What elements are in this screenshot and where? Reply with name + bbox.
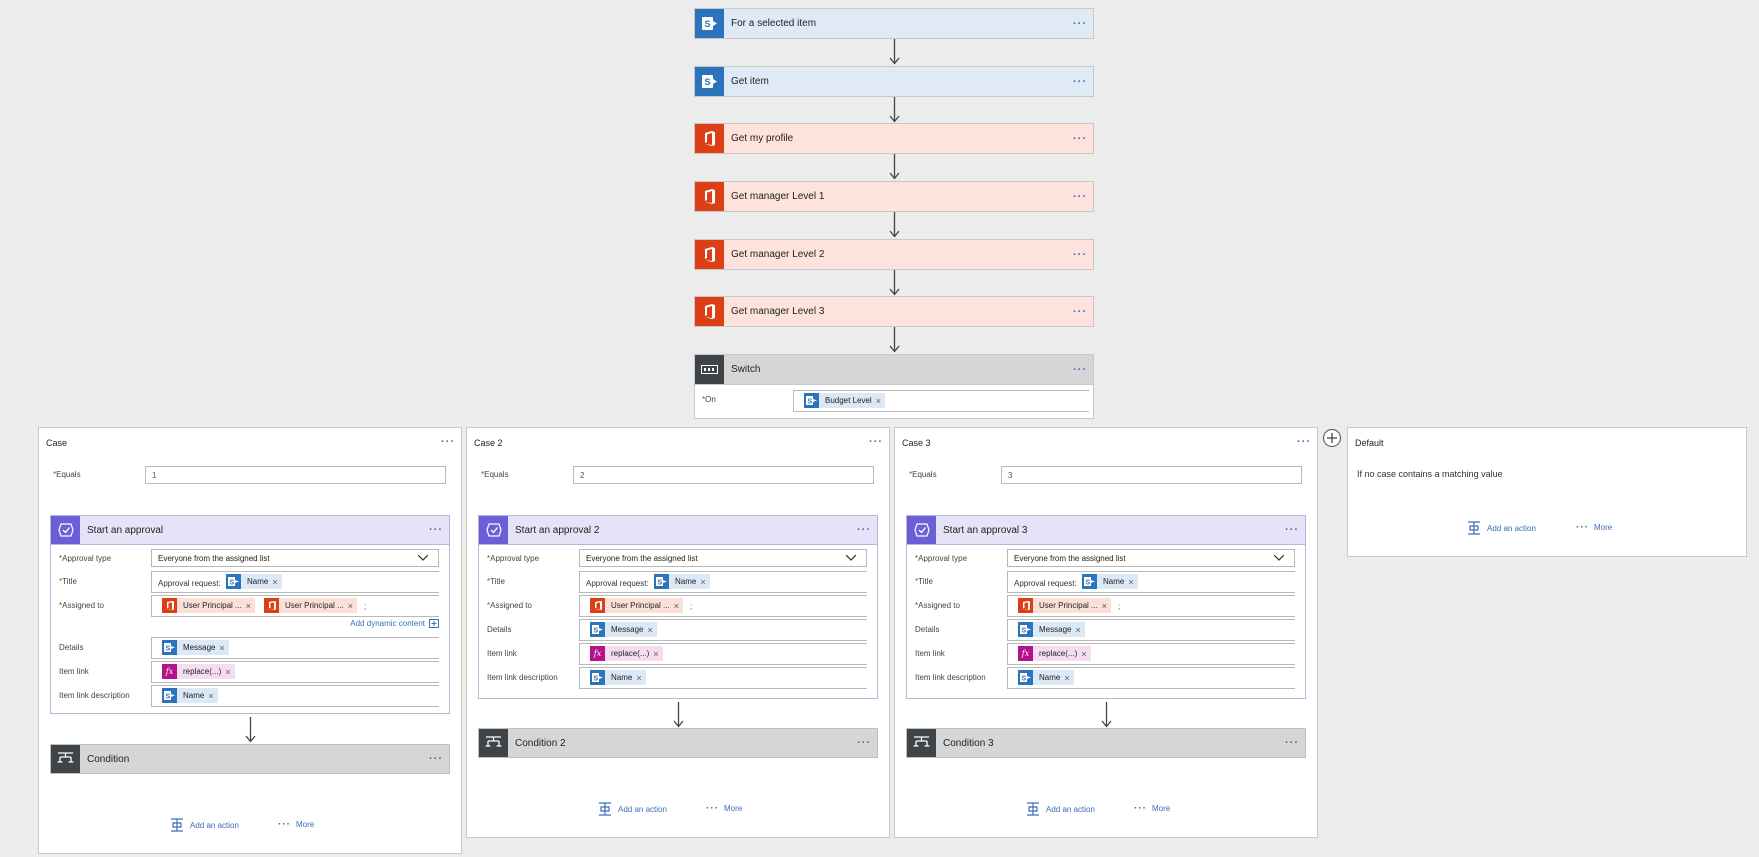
switch-icon bbox=[695, 355, 724, 384]
more-options-icon[interactable]: ··· bbox=[1073, 190, 1087, 203]
title-field[interactable] bbox=[151, 571, 439, 593]
add-action-icon bbox=[1467, 521, 1481, 535]
remove-token-icon[interactable]: × bbox=[647, 624, 653, 635]
item-link-description-field[interactable] bbox=[1007, 667, 1295, 689]
dynamic-token[interactable] bbox=[162, 688, 218, 703]
function-icon: fx bbox=[590, 646, 605, 661]
step-get-manager-level-1[interactable] bbox=[694, 181, 1094, 212]
equals-value: 2 bbox=[580, 471, 585, 480]
token-label: Name bbox=[675, 577, 697, 586]
token-label: Name bbox=[611, 673, 633, 682]
title-label: *Title bbox=[59, 577, 77, 586]
item-link-field[interactable] bbox=[579, 643, 867, 665]
approval-icon bbox=[907, 516, 936, 544]
svg-text:S: S bbox=[1021, 675, 1027, 682]
remove-token-icon[interactable]: × bbox=[1101, 600, 1107, 611]
step-label: Get manager Level 3 bbox=[731, 306, 825, 317]
item-link-field[interactable] bbox=[151, 661, 439, 683]
add-case-icon[interactable] bbox=[1322, 428, 1342, 448]
sharepoint-icon bbox=[162, 688, 177, 703]
remove-token-icon[interactable]: × bbox=[245, 600, 251, 611]
item-link-label: Item link bbox=[915, 649, 945, 658]
token-label: Name bbox=[183, 691, 205, 700]
remove-token-icon[interactable]: × bbox=[225, 666, 231, 677]
title-field[interactable] bbox=[579, 571, 867, 593]
equals-input[interactable] bbox=[1001, 466, 1302, 484]
condition-title: Condition 2 bbox=[515, 737, 566, 749]
add-action-icon bbox=[170, 818, 184, 832]
add-an-action-button[interactable] bbox=[598, 802, 667, 816]
more-options-icon[interactable]: ··· bbox=[1073, 75, 1087, 88]
item-link-description-label: Item link description bbox=[59, 691, 130, 700]
approval-type-value: Everyone from the assigned list bbox=[1014, 554, 1126, 563]
token-label: Name bbox=[1039, 673, 1061, 682]
title-field[interactable] bbox=[1007, 571, 1295, 593]
arrow-down-icon bbox=[889, 39, 900, 65]
equals-value: 1 bbox=[152, 471, 157, 480]
title-prefix: Approval request: bbox=[586, 579, 649, 588]
more-button[interactable] bbox=[1576, 522, 1612, 533]
remove-token-icon[interactable]: × bbox=[208, 690, 214, 701]
sharepoint-icon bbox=[804, 393, 819, 408]
function-icon: fx bbox=[1018, 646, 1033, 661]
office-icon bbox=[695, 240, 724, 269]
details-label: Details bbox=[59, 643, 84, 652]
more-options-icon[interactable]: ··· bbox=[1073, 248, 1087, 261]
svg-text:S: S bbox=[165, 645, 171, 652]
dynamic-token[interactable] bbox=[654, 574, 710, 589]
office-icon bbox=[695, 124, 724, 153]
sharepoint-icon bbox=[1018, 670, 1033, 685]
step-get-manager-level-2[interactable] bbox=[694, 239, 1094, 270]
more-options-icon[interactable]: ··· bbox=[1073, 132, 1087, 145]
approval-type-select[interactable] bbox=[579, 549, 867, 567]
more-options-icon[interactable]: ··· bbox=[441, 436, 455, 448]
approval-type-value: Everyone from the assigned list bbox=[586, 554, 698, 563]
function-icon: fx bbox=[162, 664, 177, 679]
add-action-icon bbox=[1026, 802, 1040, 816]
more-options-icon[interactable]: ··· bbox=[1285, 737, 1299, 749]
condition-icon bbox=[907, 729, 936, 757]
approval-icon bbox=[51, 516, 80, 544]
dynamic-token[interactable] bbox=[1082, 574, 1138, 589]
add-an-action-button[interactable] bbox=[1467, 521, 1536, 535]
more-options-icon[interactable]: ··· bbox=[857, 737, 871, 749]
title-label: *Title bbox=[915, 577, 933, 586]
sharepoint-icon bbox=[1018, 622, 1033, 637]
dynamic-token[interactable] bbox=[264, 598, 357, 613]
remove-token-icon[interactable]: × bbox=[1081, 648, 1087, 659]
details-field[interactable] bbox=[1007, 619, 1295, 641]
case-title: Case 3 bbox=[902, 438, 931, 448]
arrow-down-icon bbox=[889, 212, 900, 238]
details-field[interactable] bbox=[151, 637, 439, 659]
case-3-card bbox=[894, 427, 1318, 838]
separator: ; bbox=[690, 602, 693, 611]
item-link-field[interactable] bbox=[1007, 643, 1295, 665]
step-label: Get manager Level 2 bbox=[731, 249, 825, 260]
details-field[interactable] bbox=[579, 619, 867, 641]
item-link-description-field[interactable] bbox=[151, 685, 439, 707]
approval-type-label: *Approval type bbox=[915, 554, 968, 563]
equals-value: 3 bbox=[1008, 471, 1013, 480]
equals-input[interactable] bbox=[573, 466, 874, 484]
step-label: Get manager Level 1 bbox=[731, 191, 825, 202]
assigned-to-field[interactable] bbox=[579, 595, 867, 617]
on-label: *On bbox=[702, 395, 716, 404]
token-label: Message bbox=[183, 643, 216, 652]
svg-text:S: S bbox=[704, 19, 711, 29]
dynamic-token[interactable] bbox=[226, 574, 282, 589]
more-dots-icon: ··· bbox=[706, 803, 719, 814]
default-text: If no case contains a matching value bbox=[1357, 469, 1503, 479]
remove-token-icon[interactable]: × bbox=[272, 576, 278, 587]
expression-token[interactable] bbox=[590, 646, 663, 661]
more-label: More bbox=[296, 820, 315, 829]
step-label: For a selected item bbox=[731, 18, 817, 29]
svg-text:S: S bbox=[165, 693, 171, 700]
condition-card[interactable] bbox=[478, 728, 878, 758]
condition-card[interactable] bbox=[50, 744, 450, 774]
token-label: replace(...) bbox=[611, 649, 650, 658]
approval-type-select[interactable] bbox=[1007, 549, 1295, 567]
on-field[interactable] bbox=[793, 390, 1089, 412]
token-label: replace(...) bbox=[183, 667, 222, 676]
chevron-down-icon bbox=[1274, 555, 1284, 561]
approval-title: Start an approval 3 bbox=[943, 524, 1028, 536]
token-label: User Principal ... bbox=[285, 601, 344, 610]
item-link-label: Item link bbox=[487, 649, 517, 658]
dynamic-token[interactable] bbox=[1018, 598, 1111, 613]
remove-token-icon[interactable]: × bbox=[673, 600, 679, 611]
remove-token-icon[interactable]: × bbox=[1128, 576, 1134, 587]
dynamic-token[interactable] bbox=[1018, 670, 1074, 685]
more-options-icon[interactable]: ··· bbox=[857, 524, 871, 536]
office-icon bbox=[264, 598, 279, 613]
remove-token-icon[interactable]: × bbox=[875, 395, 881, 406]
default-card bbox=[1347, 427, 1747, 557]
token-label: Message bbox=[611, 625, 644, 634]
more-label: More bbox=[1594, 523, 1613, 532]
assigned-to-field[interactable] bbox=[151, 595, 439, 617]
more-options-icon[interactable]: ··· bbox=[869, 436, 883, 448]
sharepoint-icon bbox=[590, 622, 605, 637]
approval-type-label: *Approval type bbox=[59, 554, 112, 563]
item-link-description-label: Item link description bbox=[487, 673, 558, 682]
switch-header[interactable] bbox=[694, 354, 1094, 385]
token-label: replace(...) bbox=[1039, 649, 1078, 658]
arrow-down-icon bbox=[889, 154, 900, 180]
token-label: User Principal ... bbox=[611, 601, 670, 610]
svg-text:S: S bbox=[1021, 627, 1027, 634]
approval-body bbox=[50, 545, 450, 714]
case-title: Case bbox=[46, 438, 68, 448]
add-action-label: Add an action bbox=[1487, 523, 1536, 533]
office-icon bbox=[695, 297, 724, 326]
sharepoint-icon bbox=[695, 9, 724, 38]
token-label: User Principal ... bbox=[183, 601, 242, 610]
more-options-icon[interactable]: ··· bbox=[1073, 363, 1087, 376]
more-options-icon[interactable]: ··· bbox=[1073, 305, 1087, 318]
more-options-icon[interactable]: ··· bbox=[429, 524, 443, 536]
chevron-down-icon bbox=[846, 555, 856, 561]
svg-text:S: S bbox=[593, 627, 599, 634]
separator: ; bbox=[1118, 602, 1121, 611]
switch-body bbox=[694, 385, 1094, 419]
token-label: Budget Level bbox=[825, 396, 872, 405]
expression-token[interactable] bbox=[1018, 646, 1091, 661]
more-dots-icon: ··· bbox=[278, 819, 291, 830]
add-action-icon bbox=[598, 802, 612, 816]
sharepoint-icon bbox=[654, 574, 669, 589]
svg-text:S: S bbox=[1085, 579, 1091, 586]
case-1-card bbox=[38, 427, 462, 854]
add-an-action-button[interactable] bbox=[1026, 802, 1095, 816]
chevron-down-icon bbox=[418, 555, 428, 561]
more-label: More bbox=[1152, 804, 1171, 813]
assigned-to-label: *Assigned to bbox=[915, 601, 960, 610]
svg-text:S: S bbox=[657, 579, 663, 586]
title-prefix: Approval request: bbox=[158, 579, 221, 588]
approval-type-value: Everyone from the assigned list bbox=[158, 554, 270, 563]
step-get-item[interactable] bbox=[694, 66, 1094, 97]
more-button[interactable] bbox=[1134, 803, 1170, 814]
assigned-to-label: *Assigned to bbox=[487, 601, 532, 610]
approval-title: Start an approval bbox=[87, 524, 164, 536]
equals-label: *Equals bbox=[909, 470, 937, 479]
approval-type-label: *Approval type bbox=[487, 554, 540, 563]
more-dots-icon: ··· bbox=[1576, 522, 1589, 533]
svg-text:S: S bbox=[229, 579, 235, 586]
remove-token-icon[interactable]: × bbox=[653, 648, 659, 659]
remove-token-icon[interactable]: × bbox=[1064, 672, 1070, 683]
dynamic-token[interactable] bbox=[162, 640, 229, 655]
svg-text:S: S bbox=[593, 675, 599, 682]
dynamic-token[interactable] bbox=[590, 622, 657, 637]
dynamic-token[interactable] bbox=[590, 598, 683, 613]
arrow-down-icon bbox=[889, 270, 900, 296]
switch-title: Switch bbox=[731, 364, 761, 375]
sharepoint-icon bbox=[162, 640, 177, 655]
add-dynamic-label: Add dynamic content bbox=[350, 619, 425, 628]
remove-token-icon[interactable]: × bbox=[219, 642, 225, 653]
remove-token-icon[interactable]: × bbox=[347, 600, 353, 611]
svg-text:S: S bbox=[704, 77, 711, 87]
remove-token-icon[interactable]: × bbox=[636, 672, 642, 683]
approval-title: Start an approval 2 bbox=[515, 524, 600, 536]
dynamic-token[interactable] bbox=[804, 393, 885, 408]
condition-title: Condition bbox=[87, 753, 130, 765]
details-label: Details bbox=[915, 625, 940, 634]
sharepoint-icon bbox=[226, 574, 241, 589]
arrow-down-icon bbox=[889, 327, 900, 353]
arrow-down-icon bbox=[1101, 702, 1112, 728]
condition-icon bbox=[479, 729, 508, 757]
office-icon bbox=[162, 598, 177, 613]
assigned-to-field[interactable] bbox=[1007, 595, 1295, 617]
step-get-my-profile[interactable] bbox=[694, 123, 1094, 154]
more-dots-icon: ··· bbox=[1134, 803, 1147, 814]
remove-token-icon[interactable]: × bbox=[700, 576, 706, 587]
svg-text:S: S bbox=[807, 398, 813, 405]
add-action-label: Add an action bbox=[190, 820, 239, 830]
remove-token-icon[interactable]: × bbox=[1075, 624, 1081, 635]
approval-header[interactable] bbox=[478, 515, 878, 545]
approval-icon bbox=[479, 516, 508, 544]
more-label: More bbox=[724, 804, 743, 813]
add-action-label: Add an action bbox=[618, 804, 667, 814]
assigned-to-label: *Assigned to bbox=[59, 601, 104, 610]
more-options-icon[interactable]: ··· bbox=[1073, 17, 1087, 30]
office-icon bbox=[1018, 598, 1033, 613]
step-get-manager-level-3[interactable] bbox=[694, 296, 1094, 327]
dynamic-token[interactable] bbox=[590, 670, 646, 685]
item-link-description-field[interactable] bbox=[579, 667, 867, 689]
dynamic-token[interactable] bbox=[162, 598, 255, 613]
default-title: Default bbox=[1355, 438, 1384, 448]
condition-icon bbox=[51, 745, 80, 773]
add-an-action-button[interactable] bbox=[170, 818, 239, 832]
approval-type-select[interactable] bbox=[151, 549, 439, 567]
title-prefix: Approval request: bbox=[1014, 579, 1077, 588]
token-label: Name bbox=[247, 577, 269, 586]
token-label: User Principal ... bbox=[1039, 601, 1098, 610]
more-options-icon[interactable]: ··· bbox=[1297, 436, 1311, 448]
case-title: Case 2 bbox=[474, 438, 503, 448]
more-button[interactable] bbox=[278, 819, 314, 830]
condition-title: Condition 3 bbox=[943, 737, 994, 749]
step-label: Get item bbox=[731, 76, 769, 87]
condition-card[interactable] bbox=[906, 728, 1306, 758]
equals-input[interactable] bbox=[145, 466, 446, 484]
step-label: Get my profile bbox=[731, 133, 794, 144]
token-label: Name bbox=[1103, 577, 1125, 586]
step-for-a-selected-item[interactable] bbox=[694, 8, 1094, 39]
approval-body bbox=[906, 545, 1306, 699]
equals-label: *Equals bbox=[481, 470, 509, 479]
title-label: *Title bbox=[487, 577, 505, 586]
more-options-icon[interactable]: ··· bbox=[429, 753, 443, 765]
approval-header[interactable] bbox=[50, 515, 450, 545]
item-link-label: Item link bbox=[59, 667, 89, 676]
arrow-down-icon bbox=[245, 717, 256, 743]
item-link-description-label: Item link description bbox=[915, 673, 986, 682]
sharepoint-icon bbox=[1082, 574, 1097, 589]
case-2-card bbox=[466, 427, 890, 838]
add-dynamic-content-link[interactable] bbox=[350, 619, 439, 628]
approval-body bbox=[478, 545, 878, 699]
arrow-down-icon bbox=[673, 702, 684, 728]
dynamic-token[interactable] bbox=[1018, 622, 1085, 637]
approval-header[interactable] bbox=[906, 515, 1306, 545]
expression-token[interactable] bbox=[162, 664, 235, 679]
office-icon bbox=[695, 182, 724, 211]
add-icon bbox=[429, 619, 439, 628]
add-action-label: Add an action bbox=[1046, 804, 1095, 814]
sharepoint-icon bbox=[695, 67, 724, 96]
sharepoint-icon bbox=[590, 670, 605, 685]
more-button[interactable] bbox=[706, 803, 742, 814]
more-options-icon[interactable]: ··· bbox=[1285, 524, 1299, 536]
token-label: Message bbox=[1039, 625, 1072, 634]
separator: ; bbox=[364, 602, 367, 611]
details-label: Details bbox=[487, 625, 512, 634]
office-icon bbox=[590, 598, 605, 613]
equals-label: *Equals bbox=[53, 470, 81, 479]
arrow-down-icon bbox=[889, 97, 900, 123]
